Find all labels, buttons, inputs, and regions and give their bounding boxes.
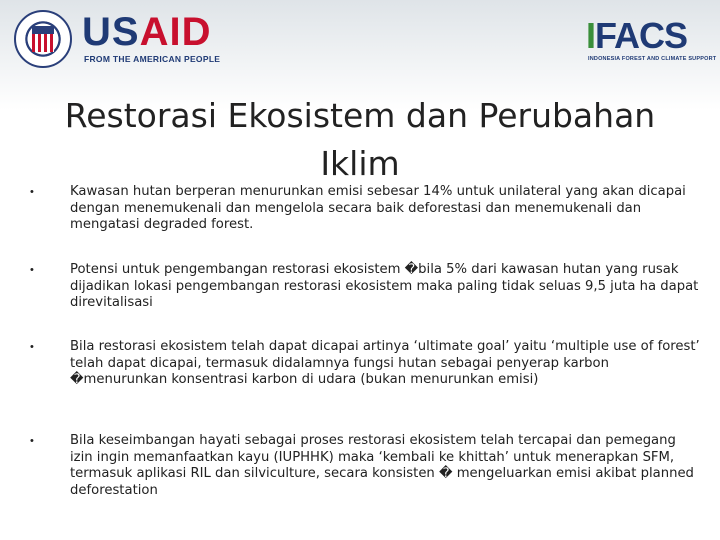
bullet-dot-icon: •: [30, 435, 34, 447]
bullet-dot-icon: •: [30, 264, 34, 276]
ifacs-logo: [586, 15, 717, 68]
ifacs-wordmark: IFACS: [586, 15, 688, 56]
usaid-seal-icon: [14, 10, 72, 68]
bullet-dot-icon: •: [30, 186, 34, 198]
bullet-item: [30, 433, 700, 499]
bullet-text: Potensi untuk pengembangan restorasi ekosistem �bila 5% dari kawasan hutan yang rusak dijadikan lokasi pengembangan restorasi ekosistem maka paling tidak seluas 9,5 juta ha dapat direvitalisasi: [70, 262, 699, 311]
ifacs-tagline: INDONESIA FOREST AND CLIMATE SUPPORT: [588, 56, 717, 62]
bullet-text: Bila restorasi ekosistem telah dapat dicapai artinya ‘ultimate goal’ yaitu ‘multiple use of forest’ telah dapat dicapai, termasuk didalamnya fungsi hutan sebagai penyerap karbon �menurunkan konsentrasi karbon di udara (bukan menurunkan emisi): [70, 339, 700, 388]
usaid-logo: [14, 10, 221, 70]
bullet-text: Bila keseimbangan hayati sebagai proses restorasi ekosistem telah tercapai dan pemegang izin ingin memanfaatkan kayu (IUPHHK) maka ‘kembali ke khittah’ untuk menerapkan SFM, termasuk aplikasi RIL dan silviculture, secara konsisten � mengeluarkan emisi akibat planned deforestation: [70, 433, 694, 498]
slide-title: Restorasi Ekosistem dan Perubahan Iklim: [64, 96, 656, 183]
slide-header: [0, 0, 720, 80]
usaid-tagline: FROM THE AMERICAN PEOPLE: [84, 54, 221, 64]
bullet-item: [30, 262, 700, 312]
bullet-dot-icon: •: [30, 341, 34, 353]
usaid-wordmark: USAID: [82, 10, 212, 54]
bullet-item: [30, 184, 700, 234]
bullet-item: [30, 339, 700, 389]
bullet-text: Kawasan hutan berperan menurunkan emisi sebesar 14% untuk unilateral yang akan dicapai dengan menemukenali dan mengelola secara baik deforestasi dan menemukenali dan mengatasi degraded forest.: [70, 184, 686, 233]
